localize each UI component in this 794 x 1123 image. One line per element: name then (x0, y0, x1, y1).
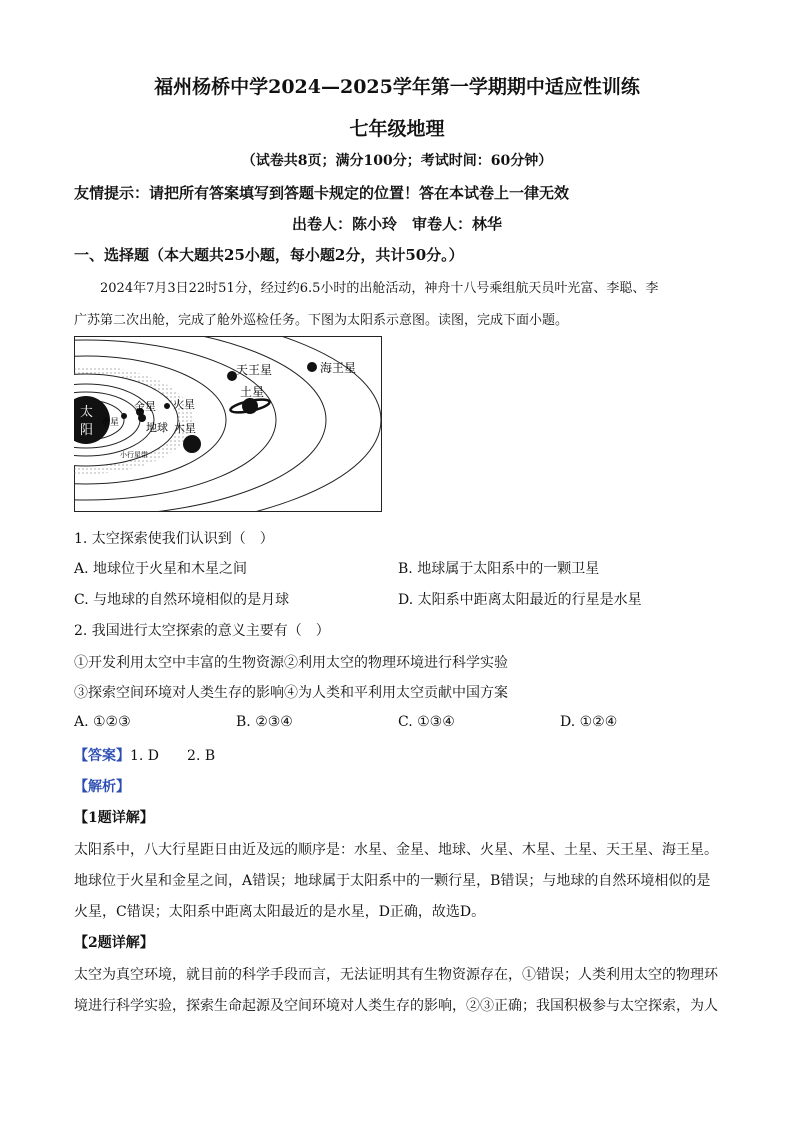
earth-label: 地球 (146, 421, 168, 434)
q1-option-b: B. 地球属于太阳系中的一颗卫星 (398, 561, 600, 577)
jupiter-label: 木星 (174, 422, 196, 435)
answer-tag: 【答案】 (74, 748, 130, 764)
q2-stem: 2. 我国进行太空探索的意义主要有（ ） (74, 623, 330, 639)
q1-analysis-line1: 太阳系中，八大行星距日由近及远的顺序是：水星、金星、地球、火星、木星、土星、天王星、海王星。 (74, 842, 718, 858)
saturn (242, 398, 258, 414)
exam-info: （试卷共8页；满分100分；考试时间：60分钟） (241, 153, 553, 169)
authors: 出卷人：陈小玲 审卷人：林华 (291, 215, 502, 233)
saturn-label: 土星 (240, 385, 265, 399)
jupiter (183, 435, 201, 453)
intro-text-line2: 广苏第二次出舱，完成了舱外巡检任务。下图为太阳系示意图。读图，完成下面小题。 (74, 313, 569, 328)
analysis-tag: 【解析】 (74, 779, 130, 795)
mars-label: 火星 (173, 398, 195, 411)
q2-analysis-line2: 境进行科学实验，探索生命起源及空间环境对人类生存的影响，②③正确；我国积极参与太空探索，为人 (74, 998, 718, 1014)
sun-label-2: 阳 (80, 423, 94, 438)
sun-label-1: 太 (80, 405, 94, 420)
answer-line (74, 745, 215, 765)
q1-option-d: D. 太阳系中距离太阳最近的行星是水星 (398, 592, 642, 608)
q2-option-d: D. ①②④ (560, 714, 618, 730)
q1-option-a: A. 地球位于火星和木星之间 (74, 561, 248, 577)
q2-analysis-line1: 太空为真空环境，就目前的科学手段而言，无法证明其有生物资源存在，①错误；人类利用太空的物理环 (74, 967, 718, 983)
q1-analysis-line2: 地球位于火星和金星之间，A错误；地球属于太阳系中的一颗行星，B错误；与地球的自然环境相似的是 (74, 873, 711, 889)
q2-statements-1: ①开发利用太空中丰富的生物资源②利用太空的物理环境进行科学实验 (74, 655, 508, 671)
solar-system-diagram (74, 336, 382, 512)
venus-label: 金星 (134, 400, 156, 413)
q2-option-a: A. ①②③ (74, 714, 131, 730)
uranus-label: 天王星 (236, 363, 273, 377)
mercury (121, 413, 127, 419)
q2-option-c: C. ①③④ (398, 714, 455, 730)
q1-analysis-heading: 【1题详解】 (74, 810, 154, 826)
neptune (307, 362, 317, 372)
exam-title: 福州杨桥中学2024—2025学年第一学期期中适应性训练 (154, 76, 640, 98)
asteroid-belt-label: 小行星带 (120, 451, 148, 459)
exam-subject: 七年级地理 (349, 118, 445, 140)
intro-text-line1: 2024年7月3日22时51分，经过约6.5小时的出舱活动，神舟十八号乘组航天员叶光富、李聪、李 (100, 281, 659, 296)
notice: 友情提示：请把所有答案填写到答题卡规定的位置！答在本试卷上一律无效 (74, 184, 570, 202)
q1-analysis-line3: 火星，C错误；太阳系中距离太阳最近的是水星，D正确，故选D。 (74, 904, 486, 920)
earth (138, 414, 146, 422)
neptune-label: 海王星 (320, 361, 357, 375)
section-heading: 一、选择题（本大题共25小题，每小题2分，共计50分。） (74, 246, 464, 264)
mercury-label: 水星 (101, 418, 120, 428)
answer-value: 1. D 2. B (130, 748, 216, 764)
q2-statements-2: ③探索空间环境对人类生存的影响④为人类和平利用太空贡献中国方案 (74, 685, 508, 701)
q2-option-b: B. ②③④ (236, 714, 293, 730)
mars (164, 403, 170, 409)
q1-stem: 1. 太空探索使我们认识到（ ） (74, 531, 274, 547)
q2-analysis-heading: 【2题详解】 (74, 935, 154, 951)
q1-option-c: C. 与地球的自然环境相似的是月球 (74, 592, 290, 608)
